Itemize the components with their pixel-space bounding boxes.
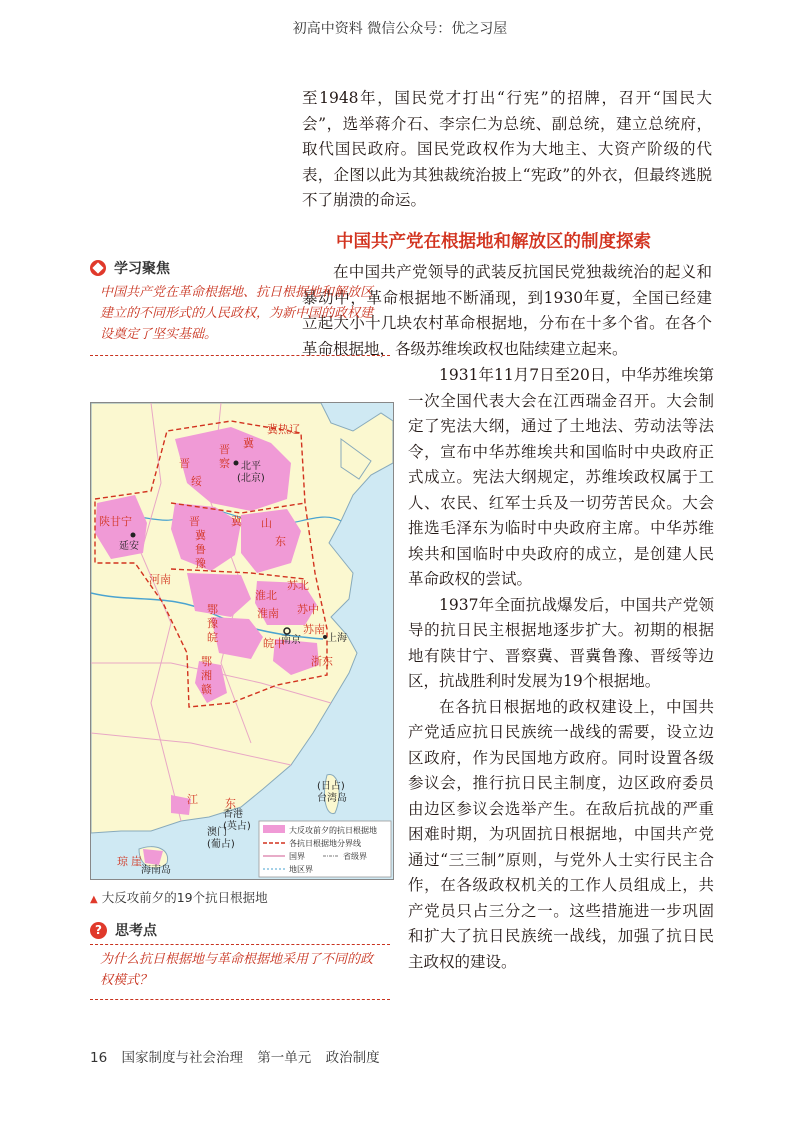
focus-header xyxy=(90,258,390,278)
label-hainan: 海南岛 xyxy=(141,865,171,876)
paragraph-text: 至1948年，国民党才打出“行宪”的招牌，召开“国民大会”，选举蒋介石、李宗仁为总统、副总统，建立总统府，取代国民政府。国民党政权作为大地主、大资产阶级的代表，企图以此为其独裁统治披上“宪政”的外衣，但最终逃脱不了崩溃的命运。 xyxy=(302,89,712,209)
label-ya: 崖 xyxy=(131,855,142,868)
label-gan: 赣 xyxy=(201,683,212,696)
section-title: 中国共产党在根据地和解放区的制度探索 xyxy=(336,232,651,252)
label-sui: 绥 xyxy=(191,475,202,488)
label-hubei: 鄂 xyxy=(207,603,218,616)
label-cha: 察 xyxy=(219,457,230,470)
label-jin1: 晋 xyxy=(179,457,190,470)
label-wan: 皖 xyxy=(207,631,218,644)
map-legend xyxy=(259,821,391,877)
label-huaibei: 淮北 xyxy=(255,589,277,602)
label-subei: 苏北 xyxy=(287,579,309,592)
label-wanzhong: 皖中 xyxy=(263,637,285,650)
focus-icon xyxy=(90,260,106,276)
map-caption xyxy=(90,888,268,906)
legend-item-boundary: 各抗日根据地分界线 xyxy=(289,839,361,848)
focus-text: 中国共产党在革命根据地、抗日根据地和解放区建立的不同形式的人民政权，为新中国的政权建设奠定了坚实基础。 xyxy=(90,282,390,356)
label-ji3: 冀 xyxy=(231,515,242,528)
label-qiong: 琼 xyxy=(117,855,128,868)
label-jin3: 晋 xyxy=(189,515,200,528)
label-taiwan: 台湾岛 xyxy=(317,793,347,804)
legend-item-region: 地区界 xyxy=(289,865,313,874)
chapter-title: 政治制度 xyxy=(325,1050,380,1066)
legend-item-national: 国界 xyxy=(289,852,305,861)
city-dot-yanan xyxy=(131,533,136,538)
unit-title: 第一单元 xyxy=(257,1050,312,1066)
legend-item-base: 大反攻前夕的抗日根据地 xyxy=(289,826,377,835)
paragraph-4: 在各抗日根据地的政权建设上，中国共产党适应抗日民族统一战线的需要，设立边区政府，作为民国地方政府。同时设置各级参议会，推行抗日民主制度，边区政府委员由边区参议会选举产生。在敌后抗战的严重困难时期，为巩固抗日根据地，中国共产党通过“三三制”原则，与党外人士实行民主合作，在各级政权机关的工作人员组成上，共产党员只占三分之一。这些措施进一步巩固和扩大了抗日民族统一战线，加强了抗日民主政权的建设。 xyxy=(408,697,714,971)
city-dot-beiping xyxy=(234,461,239,466)
think-text: 为什么抗日根据地与革命根据地采用了不同的政权模式？ xyxy=(90,944,390,1000)
focus-title: 学习聚焦 xyxy=(114,261,170,277)
question-icon: ? xyxy=(90,922,107,939)
label-jire: 冀热辽 xyxy=(267,423,300,436)
right-column xyxy=(408,363,714,975)
page-number: 16 xyxy=(90,1050,108,1066)
caption-text: 大反攻前夕的19个抗日根据地 xyxy=(101,890,268,905)
base-areas-map xyxy=(90,402,394,880)
paragraph-text: 在中国共产党领导的武装反抗国民党独裁统治的起义和暴动中，革命根据地不断涌现，到1930年夏，全国已经建立起大小十几块农村革命根据地，分布在十多个省。在各个革命根据地，各级苏维埃政权也陆续建立起来。 xyxy=(302,263,712,358)
label-yanan: 延安 xyxy=(119,541,139,552)
think-point-box xyxy=(90,920,390,1000)
book-title: 国家制度与社会治理 xyxy=(121,1050,243,1066)
think-title: 思考点 xyxy=(115,923,157,939)
label-ji2: 冀 xyxy=(195,529,206,542)
page-header: 初高中资料 微信公众号：优之习屋 xyxy=(292,21,508,37)
map-svg xyxy=(91,403,393,879)
label-jiang: 江 xyxy=(187,793,198,806)
legend-item-province: 省级界 xyxy=(343,852,367,861)
label-beiping: 北平 xyxy=(241,461,261,472)
label-sunan: 苏南 xyxy=(303,623,325,636)
top-paragraph xyxy=(302,86,712,214)
label-nanjing: 南京 xyxy=(281,635,301,646)
label-e2: 鄂 xyxy=(201,655,212,668)
label-shaanganning: 陕甘宁 xyxy=(99,515,132,528)
label-jin2: 晋 xyxy=(219,443,230,456)
label-zhedong: 浙东 xyxy=(311,655,333,668)
caption-triangle-icon: ▲ xyxy=(90,894,98,905)
legend-swatch-base xyxy=(263,825,285,833)
label-xianggang: 香港 xyxy=(223,809,243,820)
label-ji1: 冀 xyxy=(243,437,254,450)
page-footer xyxy=(90,1046,390,1066)
label-dong2: 东 xyxy=(225,797,236,810)
label-lu: 鲁 xyxy=(195,543,206,556)
paragraph-3: 1937年全面抗战爆发后，中国共产党领导的抗日民主根据地逐步扩大。初期的根据地有陕甘宁、晋察冀、晋冀鲁豫、晋绥等边区，抗战胜利时发展为19个根据地。 xyxy=(408,595,714,690)
label-yu2: 豫 xyxy=(207,617,218,630)
label-huainan: 淮南 xyxy=(257,607,279,620)
learning-focus-box xyxy=(90,258,390,356)
label-yu: 豫 xyxy=(195,557,206,570)
label-dong: 东 xyxy=(275,535,286,548)
label-shanghai: 上海 xyxy=(327,633,347,644)
think-header xyxy=(90,920,390,940)
label-aomen: 澳门 xyxy=(207,827,227,838)
label-suzhong: 苏中 xyxy=(297,603,319,616)
label-aomen-note: (葡占) xyxy=(207,839,235,850)
label-xianggang-note: (英占) xyxy=(223,821,251,832)
label-ri: (日占) xyxy=(317,781,345,792)
label-henan: 河南 xyxy=(149,573,171,586)
label-beijing: (北京) xyxy=(237,473,265,484)
label-xiang: 湘 xyxy=(201,669,212,682)
paragraph-2: 1931年11月7日至20日，中华苏维埃第一次全国代表大会在江西瑞金召开。大会制定了宪法大纲，通过了土地法、劳动法等法令，宣布中华苏维埃共和国临时中央政府正式成立。宪法大纲规定，苏维埃政权属于工人、农民、红军士兵及一切劳苦民众。大会推选毛泽东为临时中央政府主席。中华苏维埃共和国临时中央政府的成立，是创建人民革命政权的尝试。 xyxy=(408,366,714,588)
label-shan: 山 xyxy=(261,517,272,530)
